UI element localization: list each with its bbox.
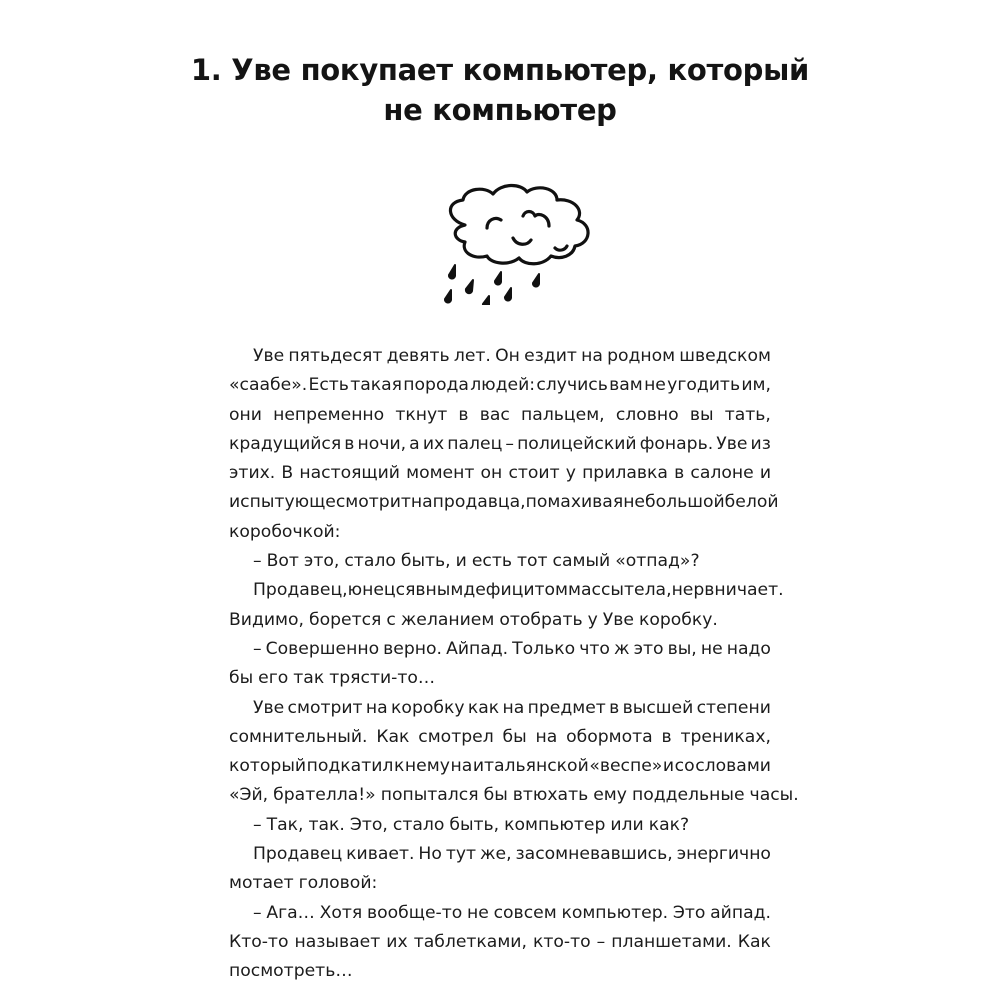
word: вообще-то [367, 902, 463, 923]
chapter-title-line-1: 1. Уве покупает компьютер, который [190, 53, 810, 87]
word: в [661, 726, 672, 747]
word: – [253, 902, 262, 923]
word: Это, [349, 814, 388, 835]
word: стоит [508, 463, 560, 484]
word: в [344, 433, 355, 454]
text-line [229, 371, 771, 400]
word: ткнут [395, 404, 448, 425]
word: его [258, 668, 289, 689]
word: их [386, 931, 408, 952]
word: белой [724, 492, 779, 513]
word: пятьдесят [288, 346, 383, 366]
word: тут [445, 844, 477, 865]
word: в [674, 463, 685, 484]
word: к [393, 756, 405, 777]
word: кивает. [346, 844, 415, 865]
word: этих. [229, 463, 276, 484]
word: таблетками, [413, 931, 527, 952]
word: настоящий [299, 463, 400, 484]
text-line [229, 752, 771, 781]
text-line [229, 928, 771, 957]
word: надо [726, 638, 771, 659]
word: массы [568, 580, 624, 601]
word: и [759, 463, 771, 484]
word: продавца, [432, 492, 526, 513]
text-line [229, 840, 771, 869]
word: из [750, 433, 771, 454]
word: – [253, 814, 262, 835]
word: порода [403, 375, 469, 396]
word: трясти-то… [329, 668, 436, 689]
word: быть, [400, 551, 451, 572]
word: лет. [453, 346, 491, 366]
word: планшетами. [611, 931, 732, 952]
word: Хотя [319, 902, 363, 923]
word: вас [479, 404, 510, 425]
word: Айпад. [446, 638, 509, 659]
word: втюхать [512, 785, 589, 806]
word: дефицитом [463, 580, 569, 601]
text-line [229, 869, 771, 898]
word: часы. [749, 785, 799, 806]
word: «Эй, [229, 785, 269, 806]
word: юнец [347, 580, 396, 601]
word: на [450, 756, 473, 777]
word: он [480, 463, 503, 484]
text-line [229, 459, 771, 488]
word: не [644, 375, 666, 396]
word: в [609, 697, 620, 718]
word: небольшой [623, 492, 725, 513]
chapter-title-line-2: не компьютер [383, 93, 617, 127]
word: на [581, 346, 603, 366]
word: есть [471, 551, 512, 572]
word: – [253, 638, 262, 659]
word: самый [552, 551, 611, 572]
text-line [229, 606, 771, 635]
word: не [700, 638, 723, 659]
word: салоне [690, 463, 754, 484]
word: посмотреть… [229, 961, 353, 982]
word: степени [696, 697, 771, 718]
word: Это [672, 902, 706, 923]
word: они [229, 404, 262, 425]
word: компьютер [504, 814, 606, 835]
word: смотрит [287, 697, 363, 718]
word: как? [648, 814, 690, 835]
text-line [229, 430, 771, 459]
word: отобрать [499, 609, 583, 630]
word: бы [229, 668, 254, 689]
word: им, [741, 375, 771, 396]
word: Но [418, 844, 442, 865]
word: палец [447, 433, 503, 454]
word: Ага… [266, 902, 315, 923]
word: В [281, 463, 294, 484]
word: смотрел [418, 726, 494, 747]
word: «саабе». [229, 375, 308, 396]
word: словно [615, 404, 679, 425]
word: у [587, 609, 598, 630]
word: Продавец [253, 844, 343, 865]
text-line [229, 576, 784, 605]
word: тот [516, 551, 548, 572]
word: ночи, [357, 433, 407, 454]
word: поддельные [631, 785, 745, 806]
text-line [229, 957, 771, 986]
word: быть, [449, 814, 500, 835]
word: предмет [527, 697, 606, 718]
word: Видимо, [229, 609, 304, 630]
rain-cloud-icon [425, 180, 615, 305]
word: называет [294, 931, 381, 952]
word: явным [405, 580, 464, 601]
word: крадущийся [229, 433, 342, 454]
word: коробочкой: [229, 521, 341, 542]
text-line [229, 635, 771, 664]
word: – [253, 551, 262, 572]
word: с [386, 609, 396, 630]
word: людей: [470, 375, 536, 396]
word: Уве [602, 609, 634, 630]
word: девять [386, 346, 450, 366]
word: «отпад»? [615, 551, 700, 572]
word: на [502, 697, 525, 718]
word: брателла!» [273, 785, 376, 806]
word: смотрит [335, 492, 411, 513]
word: который [229, 756, 307, 777]
word: непременно [273, 404, 385, 425]
word: а [409, 433, 420, 454]
word: родном [607, 346, 676, 366]
word: Вот [266, 551, 299, 572]
word: борется [308, 609, 382, 630]
word: на [410, 492, 433, 513]
word: трениках, [680, 726, 771, 747]
chapter-body-text [229, 342, 799, 987]
word: обормота [566, 726, 653, 747]
word: кто-то [532, 931, 591, 952]
word: испытующе [229, 492, 336, 513]
word: Продавец, [253, 580, 348, 601]
word: на [365, 697, 388, 718]
chapter-title [0, 50, 1000, 130]
word: совсем [493, 902, 557, 923]
word: айпад. [710, 902, 771, 923]
word: ездит [524, 346, 577, 366]
text-line [229, 781, 799, 810]
word: и [662, 756, 675, 777]
text-line [229, 899, 771, 928]
text-line [229, 488, 779, 517]
word: Кто-то [229, 931, 289, 952]
word: ж [614, 638, 630, 659]
word: их [422, 433, 445, 454]
word: же, [480, 844, 512, 865]
word: Как [737, 931, 771, 952]
word: так. [308, 814, 345, 835]
word: ему [593, 785, 627, 806]
word: высшей [622, 697, 694, 718]
word: это, [303, 551, 340, 572]
word: такая [350, 375, 403, 396]
word: мотает [229, 873, 294, 894]
word: коробку. [638, 609, 718, 630]
word: стало [344, 551, 396, 572]
word: бы [483, 785, 508, 806]
word: в [458, 404, 469, 425]
text-line [229, 664, 771, 693]
text-line [229, 547, 771, 576]
word: энергично [676, 844, 771, 865]
word: Есть [308, 375, 349, 396]
word: с [395, 580, 406, 601]
word: полицейский [517, 433, 637, 454]
word: вы [689, 404, 714, 425]
word: что [579, 638, 610, 659]
text-line [229, 401, 771, 430]
word: итальянской [472, 756, 589, 777]
word: подкатил [306, 756, 394, 777]
word: засомневавшись, [515, 844, 673, 865]
word: – [505, 433, 514, 454]
word: на [535, 726, 558, 747]
word: – [596, 931, 606, 952]
word: желанием [400, 609, 495, 630]
word: вы, [667, 638, 697, 659]
word: Как [376, 726, 410, 747]
word: и [455, 551, 467, 572]
word: или [610, 814, 644, 835]
text-line [229, 723, 771, 752]
word: Так, [266, 814, 304, 835]
word: пальцем, [521, 404, 605, 425]
word: как [467, 697, 500, 718]
text-line [229, 342, 771, 371]
word: Совершенно [265, 638, 380, 659]
word: случись [536, 375, 608, 396]
word: Только [512, 638, 576, 659]
word: со [674, 756, 695, 777]
word: Уве [253, 697, 285, 718]
word: момент [406, 463, 475, 484]
word: вам [609, 375, 643, 396]
word: Он [495, 346, 520, 366]
word: у [565, 463, 576, 484]
word: бы [502, 726, 527, 747]
word: Уве [253, 346, 285, 366]
word: так [293, 668, 325, 689]
word: Уве [716, 433, 748, 454]
word: тела, [623, 580, 672, 601]
word: сомнительный. [229, 726, 368, 747]
word: стало [392, 814, 445, 835]
word: словами [695, 756, 771, 777]
text-line [229, 694, 771, 723]
word: головой: [298, 873, 378, 894]
word: прилавка [582, 463, 668, 484]
word: «веспе» [589, 756, 663, 777]
word: фонарь. [639, 433, 714, 454]
word: нервничает. [671, 580, 784, 601]
word: помахивая [525, 492, 624, 513]
word: не [467, 902, 489, 923]
word: коробку [391, 697, 465, 718]
word: это [633, 638, 664, 659]
word: тать, [724, 404, 771, 425]
word: угодить [667, 375, 741, 396]
word: шведском [679, 346, 771, 366]
word: верно. [383, 638, 442, 659]
word: нему [404, 756, 450, 777]
text-line [229, 518, 771, 547]
word: компьютер. [561, 902, 669, 923]
text-line [229, 811, 771, 840]
word: попытался [380, 785, 479, 806]
